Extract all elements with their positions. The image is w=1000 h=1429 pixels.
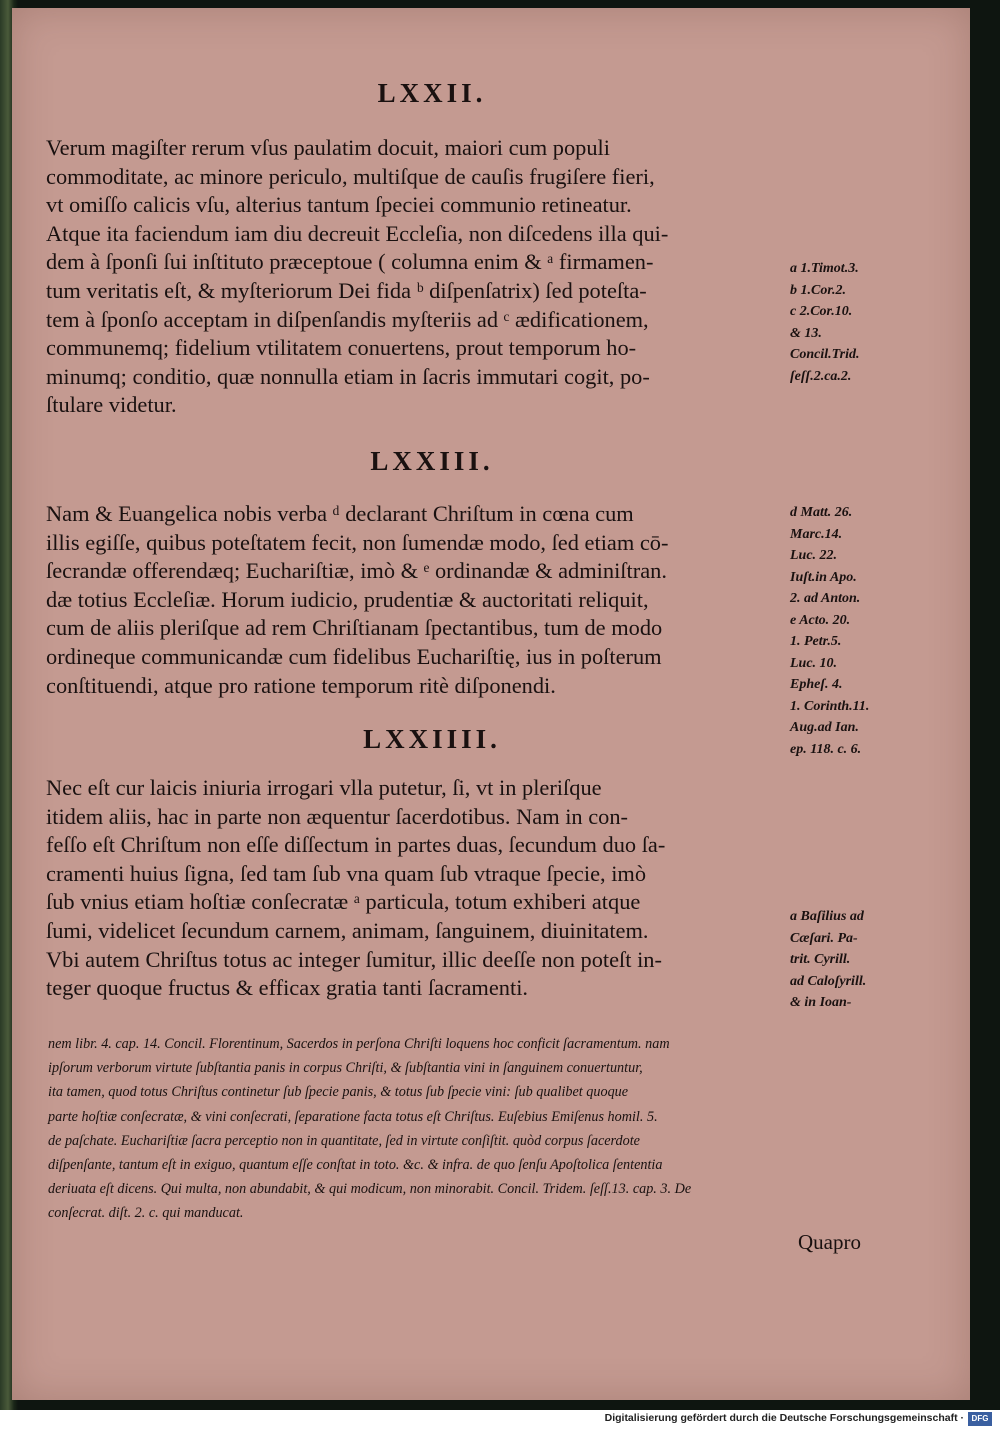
- margin-note: Aug.ad Ian.: [790, 720, 859, 735]
- margin-note: trit. Cyrill.: [790, 952, 851, 967]
- footnote-line: parte hoſtiæ conſecratæ, & vini conſecrati, ſeparatione facta totus eſt Chriſtus. Euſebius Emiſenus homil. 5.: [48, 1108, 658, 1125]
- footnote-block: [48, 1032, 928, 1226]
- text-line: tem à ſponſo acceptam in diſpenſandis myſteriis ad ᶜ ædificationem,: [46, 306, 649, 332]
- text-line: tum veritatis eſt, & myſteriorum Dei fida ᵇ diſpenſatrix) ſed poteſta-: [46, 277, 647, 303]
- text-line: teger quoque fructus & efficax gratia tanti ſacramenti.: [46, 975, 529, 1001]
- margin-note: e Acto. 20.: [790, 612, 851, 628]
- text-line: feſſo eſt Chriſtum non eſſe diſſectum in partes duas, ſecundum duo ſa-: [46, 832, 666, 858]
- text-line: Nec eſt cur laicis iniuria irrogari vlla putetur, ſi, vt in pleriſque: [46, 775, 602, 800]
- margin-note: b 1.Cor.2.: [790, 282, 847, 298]
- margin-notes-lxxii: [790, 258, 970, 387]
- text-line: Verum magiſter rerum vſus paulatim docuit, maiori cum populi: [46, 135, 610, 160]
- margin-note: 1. Corinth.11.: [790, 698, 870, 714]
- text-line: conſtituendi, atque pro ratione temporum ritè diſponendi.: [46, 672, 556, 698]
- text-line: cum de aliis pleriſque ad rem Chriſtianam ſpectantibus, tum de modo: [46, 615, 663, 641]
- text-line: itidem aliis, hac in parte non æquentur ſacerdotibus. Nam in con-: [46, 803, 629, 829]
- margin-note: Luc. 22.: [790, 548, 838, 563]
- text-line: dem à ſponſi ſui inſtituto præceptoue ( columna enim & ᵃ firmamen-: [46, 249, 654, 275]
- text-line: ordineque communicandæ cum fidelibus Euchariſtię, ius in poſterum: [46, 643, 662, 669]
- text-line: Vbi autem Chriſtus totus ac integer ſumitur, illic deeſſe non poteſt in-: [46, 946, 662, 972]
- text-line: ſecrandæ offerendæq; Euchariſtiæ, imò & ᵉ ordinandæ & adminiſtran.: [46, 558, 667, 584]
- margin-notes-lxxiiii: [790, 906, 970, 1014]
- paragraph-lxxiii: [46, 500, 814, 700]
- book-page: [12, 8, 970, 1400]
- footnote-line: diſpenſante, tantum eſt in exiguo, quantum eſſe conſtat in toto. &c. & infra. de quo ſenſu Apoſtolica ſententia: [48, 1157, 663, 1174]
- margin-note: a 1.Timot.3.: [790, 261, 859, 276]
- text-line: cramenti huius ſigna, ſed tam ſub vna quam ſub vtraque ſpecie, imò: [46, 860, 647, 886]
- footnote-line: nem libr. 4. cap. 14. Concil. Florentinum, Sacerdos in perſona Chriſti loquens hoc conficit ſacramentum. nam: [48, 1036, 670, 1052]
- text-line: Nam & Euangelica nobis verba ᵈ declarant Chriſtum in cœna cum: [46, 501, 634, 526]
- text-line: ſtulare videtur.: [46, 392, 177, 418]
- section-title-lxxiii: LXXIII.: [370, 446, 494, 476]
- margin-note: a Baſilius ad: [790, 909, 864, 924]
- footer-bar: [0, 1410, 1000, 1429]
- text-line: Atque ita faciendum iam diu decreuit Eccleſia, non diſcedens illa qui-: [46, 220, 669, 246]
- margin-note: ep. 118. c. 6.: [790, 741, 862, 757]
- margin-note: Concil.Trid.: [790, 347, 860, 362]
- footnote-line: deriuata eſt dicens. Qui multa, non abundabit, & qui modicum, non minorabit. Concil. Tridem. ſeſſ.13. cap. 3. De: [48, 1181, 692, 1198]
- text-line: dæ totius Eccleſiæ. Horum iudicio, prudentiæ & auctoritati reliquit,: [46, 586, 649, 612]
- dfg-logo-icon[interactable]: DFG: [968, 1412, 992, 1426]
- section-title-lxxiiii: LXXIIII.: [363, 724, 501, 754]
- margin-note: Marc.14.: [790, 526, 843, 542]
- margin-note: d Matt. 26.: [790, 505, 853, 520]
- footnote-line: ita tamen, quod totus Chriſtus continetur ſub ſpecie panis, & totus ſub ſpecie vini: ſub qualibet quoque: [48, 1084, 629, 1101]
- text-line: illis egiſſe, quibus poteſtatem fecit, non ſumendæ modo, ſed etiam cō-: [46, 529, 669, 555]
- text-line: vt omiſſo calicis vſu, alterius tantum ſpeciei communio retineatur.: [46, 192, 632, 218]
- margin-note: 1. Petr.5.: [790, 634, 842, 649]
- footnote-line: de paſchate. Euchariſtiæ ſacra perceptio non in quantitate, ſed in virtute conſiſtit. quòd corpus ſacerdote: [48, 1132, 640, 1149]
- margin-note: ſeſſ.2.ca.2.: [790, 368, 852, 384]
- margin-note: Epheſ. 4.: [790, 677, 843, 692]
- text-line: ſub vnius etiam hoſtiæ conſecratæ ᵃ particula, totum exhiberi atque: [46, 889, 641, 915]
- margin-note: ad Caloſyrill.: [790, 973, 867, 989]
- catchword: Quapro: [798, 1230, 861, 1254]
- section-title-lxxii: LXXII.: [377, 78, 487, 108]
- margin-note: Cæſari. Pa-: [790, 930, 858, 946]
- margin-note: c 2.Cor.10.: [790, 304, 853, 319]
- margin-note: & 13.: [790, 325, 822, 341]
- text-line: communemq; fidelium vtilitatem conuertens, prout temporum ho-: [46, 335, 637, 361]
- paragraph-lxxii: [46, 134, 814, 420]
- text-line: ſumi, videlicet ſecundum carnem, animam, ſanguinem, diuinitatem.: [46, 917, 649, 943]
- margin-notes-lxxiii: [790, 502, 970, 760]
- footnote-line: conſecrat. diſt. 2. c. qui manducat.: [48, 1205, 244, 1222]
- footnote-line: ipſorum verborum virtute ſubſtantia panis in corpus Chriſti, & ſubſtantia vini in ſanguinem conuertuntur,: [48, 1060, 643, 1077]
- margin-note: Iuſt.in Apo.: [790, 569, 857, 585]
- margin-note: & in Ioan-: [790, 995, 852, 1010]
- text-line: commoditate, ac minore periculo, multiſque de cauſis frugiſere fieri,: [46, 163, 655, 189]
- margin-note: Luc. 10.: [790, 655, 838, 671]
- paragraph-lxxiiii: [46, 774, 814, 1003]
- digitization-credit: Digitalisierung gefördert durch die Deutsche Forschungsgemeinschaft ·: [604, 1412, 964, 1424]
- margin-note: 2. ad Anton.: [790, 591, 861, 606]
- text-line: minumq; conditio, quæ nonnulla etiam in ſacris immutari cogit, po-: [46, 363, 650, 389]
